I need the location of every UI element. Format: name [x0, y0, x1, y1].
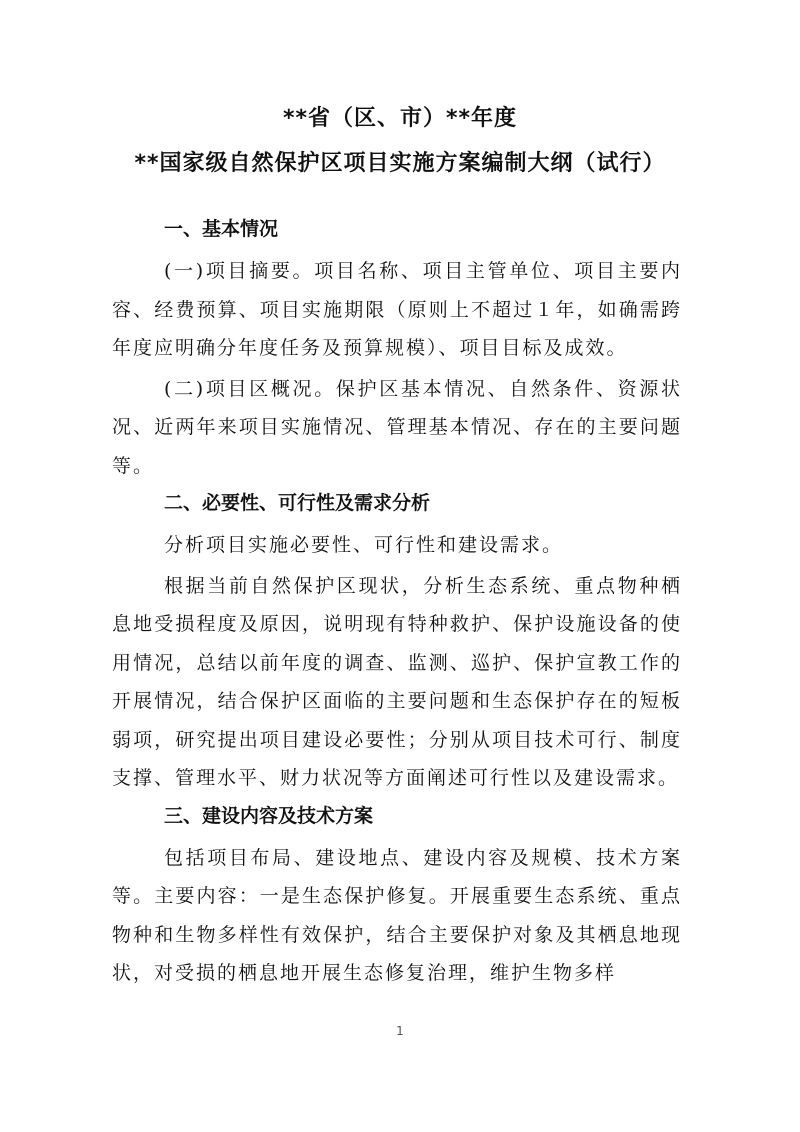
paragraph-project-summary: (一)项目摘要。项目名称、项目主管单位、项目主要内容、经费预算、项目实施期限（原则上不超过１年，如确需跨年度应明确分年度任务及预算规模）、项目目标及成效。 — [112, 260, 682, 359]
paragraph-analysis-detail: 根据当前自然保护区现状，分析生态系统、重点物种栖息地受损程度及原因，说明现有特种救护、保护设施设备的使用情况，总结以前年度的调查、监测、巡护、保护宣教工作的开展情况，结合保护区面临的主要问题和生态保护存在的短板弱项，研究提出项目建设必要性；分别从项目技术可行、制度支撑、管理水平、财力状况等方面阐述可行性以及建设需求。 — [112, 574, 682, 789]
page-number: 1 — [396, 1024, 404, 1038]
paragraph-construction-detail: 包括项目布局、建设地点、建设内容及规模、技术方案等。主要内容：一是生态保护修复。开展重要生态系统、重点物种和生物多样性有效保护，结合主要保护对象及其栖息地现状，对受损的栖息地开展生态修复治理，维护生物多样 — [112, 846, 682, 984]
section-heading-construction-content: 三、建设内容及技术方案 — [164, 804, 374, 827]
document-title-line-1: **省（区、市）**年度 — [282, 106, 518, 131]
document-body — [112, 213, 682, 995]
document-title-line-2: **国家级自然保护区项目实施方案编制大纲（试行） — [134, 151, 666, 176]
paragraph-project-area-overview: (二)项目区概况。保护区基本情况、自然条件、资源状况、近两年来项目实施情况、管理基本情况、存在的主要问题等。 — [112, 377, 682, 477]
paragraph-analysis-intro: 分析项目实施必要性、可行性和建设需求。 — [164, 534, 564, 556]
section-heading-basic-info: 一、基本情况 — [164, 218, 279, 240]
section-heading-necessity-analysis: 二、必要性、可行性及需求分析 — [164, 492, 431, 514]
